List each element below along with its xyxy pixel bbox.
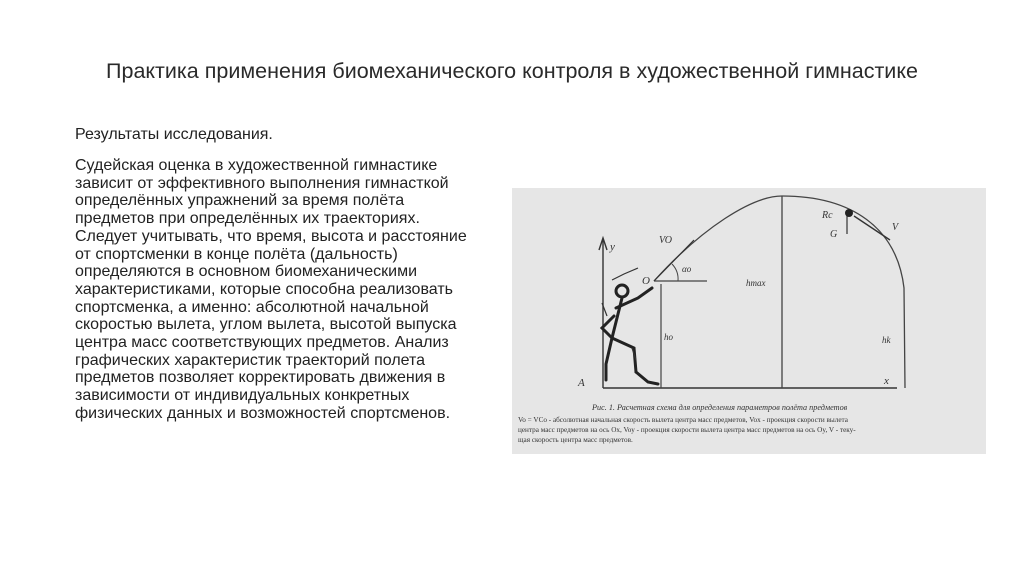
angle-arc bbox=[672, 264, 678, 281]
motion-arrow-1 bbox=[612, 268, 638, 280]
label-vo: VO bbox=[659, 235, 673, 246]
label-g: G bbox=[830, 229, 838, 240]
label-x: x bbox=[884, 375, 889, 387]
label-alpha: αo bbox=[682, 264, 692, 274]
label-y: y bbox=[610, 241, 615, 253]
label-hk: hk bbox=[882, 335, 891, 345]
trajectory-figure bbox=[512, 188, 986, 454]
results-subtitle: Результаты исследования. bbox=[75, 126, 273, 143]
caption-line-2: центра масс предметов на ось Ox, Voy - проекция скорости вылета центра масс предметов на ось Oy, V - теку- bbox=[518, 426, 856, 434]
label-hmax: hmax bbox=[746, 278, 766, 288]
label-a: A bbox=[578, 377, 585, 389]
caption-line-1: Vo = VCo - абсолютная начальная скорость вылета центра масс предметов, Vox - проекция скорости вылета bbox=[518, 416, 848, 424]
mass-center-object bbox=[845, 209, 853, 217]
velocity-vector bbox=[654, 240, 694, 281]
body-paragraph: Судейская оценка в художественной гимнастике зависит от эффективного выполнения гимнасткой определённых упражнений за время полёта предметов при определённых их траекториях. Следует учитывать, что время, высота и расстояние от спортсменки в конце полёта (дальность) определяются в основном биомеханическими характеристиками, которые способна реализовать спортсменка, а именно: абсолютной начальной скоростью вылета, углом вылета, высотой выпуска центра масс соответствующих предметов. Анализ графических характеристик траекторий полета предметов позволяет корректировать движения в зависимости от индивидуальных конкретных физических данных и возможностей спортсменов. bbox=[75, 157, 467, 422]
velocity-v-arrow bbox=[854, 216, 890, 240]
gymnast-figure bbox=[602, 285, 658, 384]
caption-title: Рис. 1. Расчетная схема для определения параметров полёта предметов bbox=[592, 403, 848, 412]
caption-line-3: щая скорость центра масс предметов. bbox=[518, 436, 633, 444]
label-o: O bbox=[642, 275, 650, 287]
label-v: V bbox=[892, 222, 899, 233]
label-ho: ho bbox=[664, 332, 673, 342]
slide-title: Практика применения биомеханического контроля в художественной гимнастике bbox=[106, 59, 918, 83]
label-rc: Rc bbox=[822, 210, 833, 221]
